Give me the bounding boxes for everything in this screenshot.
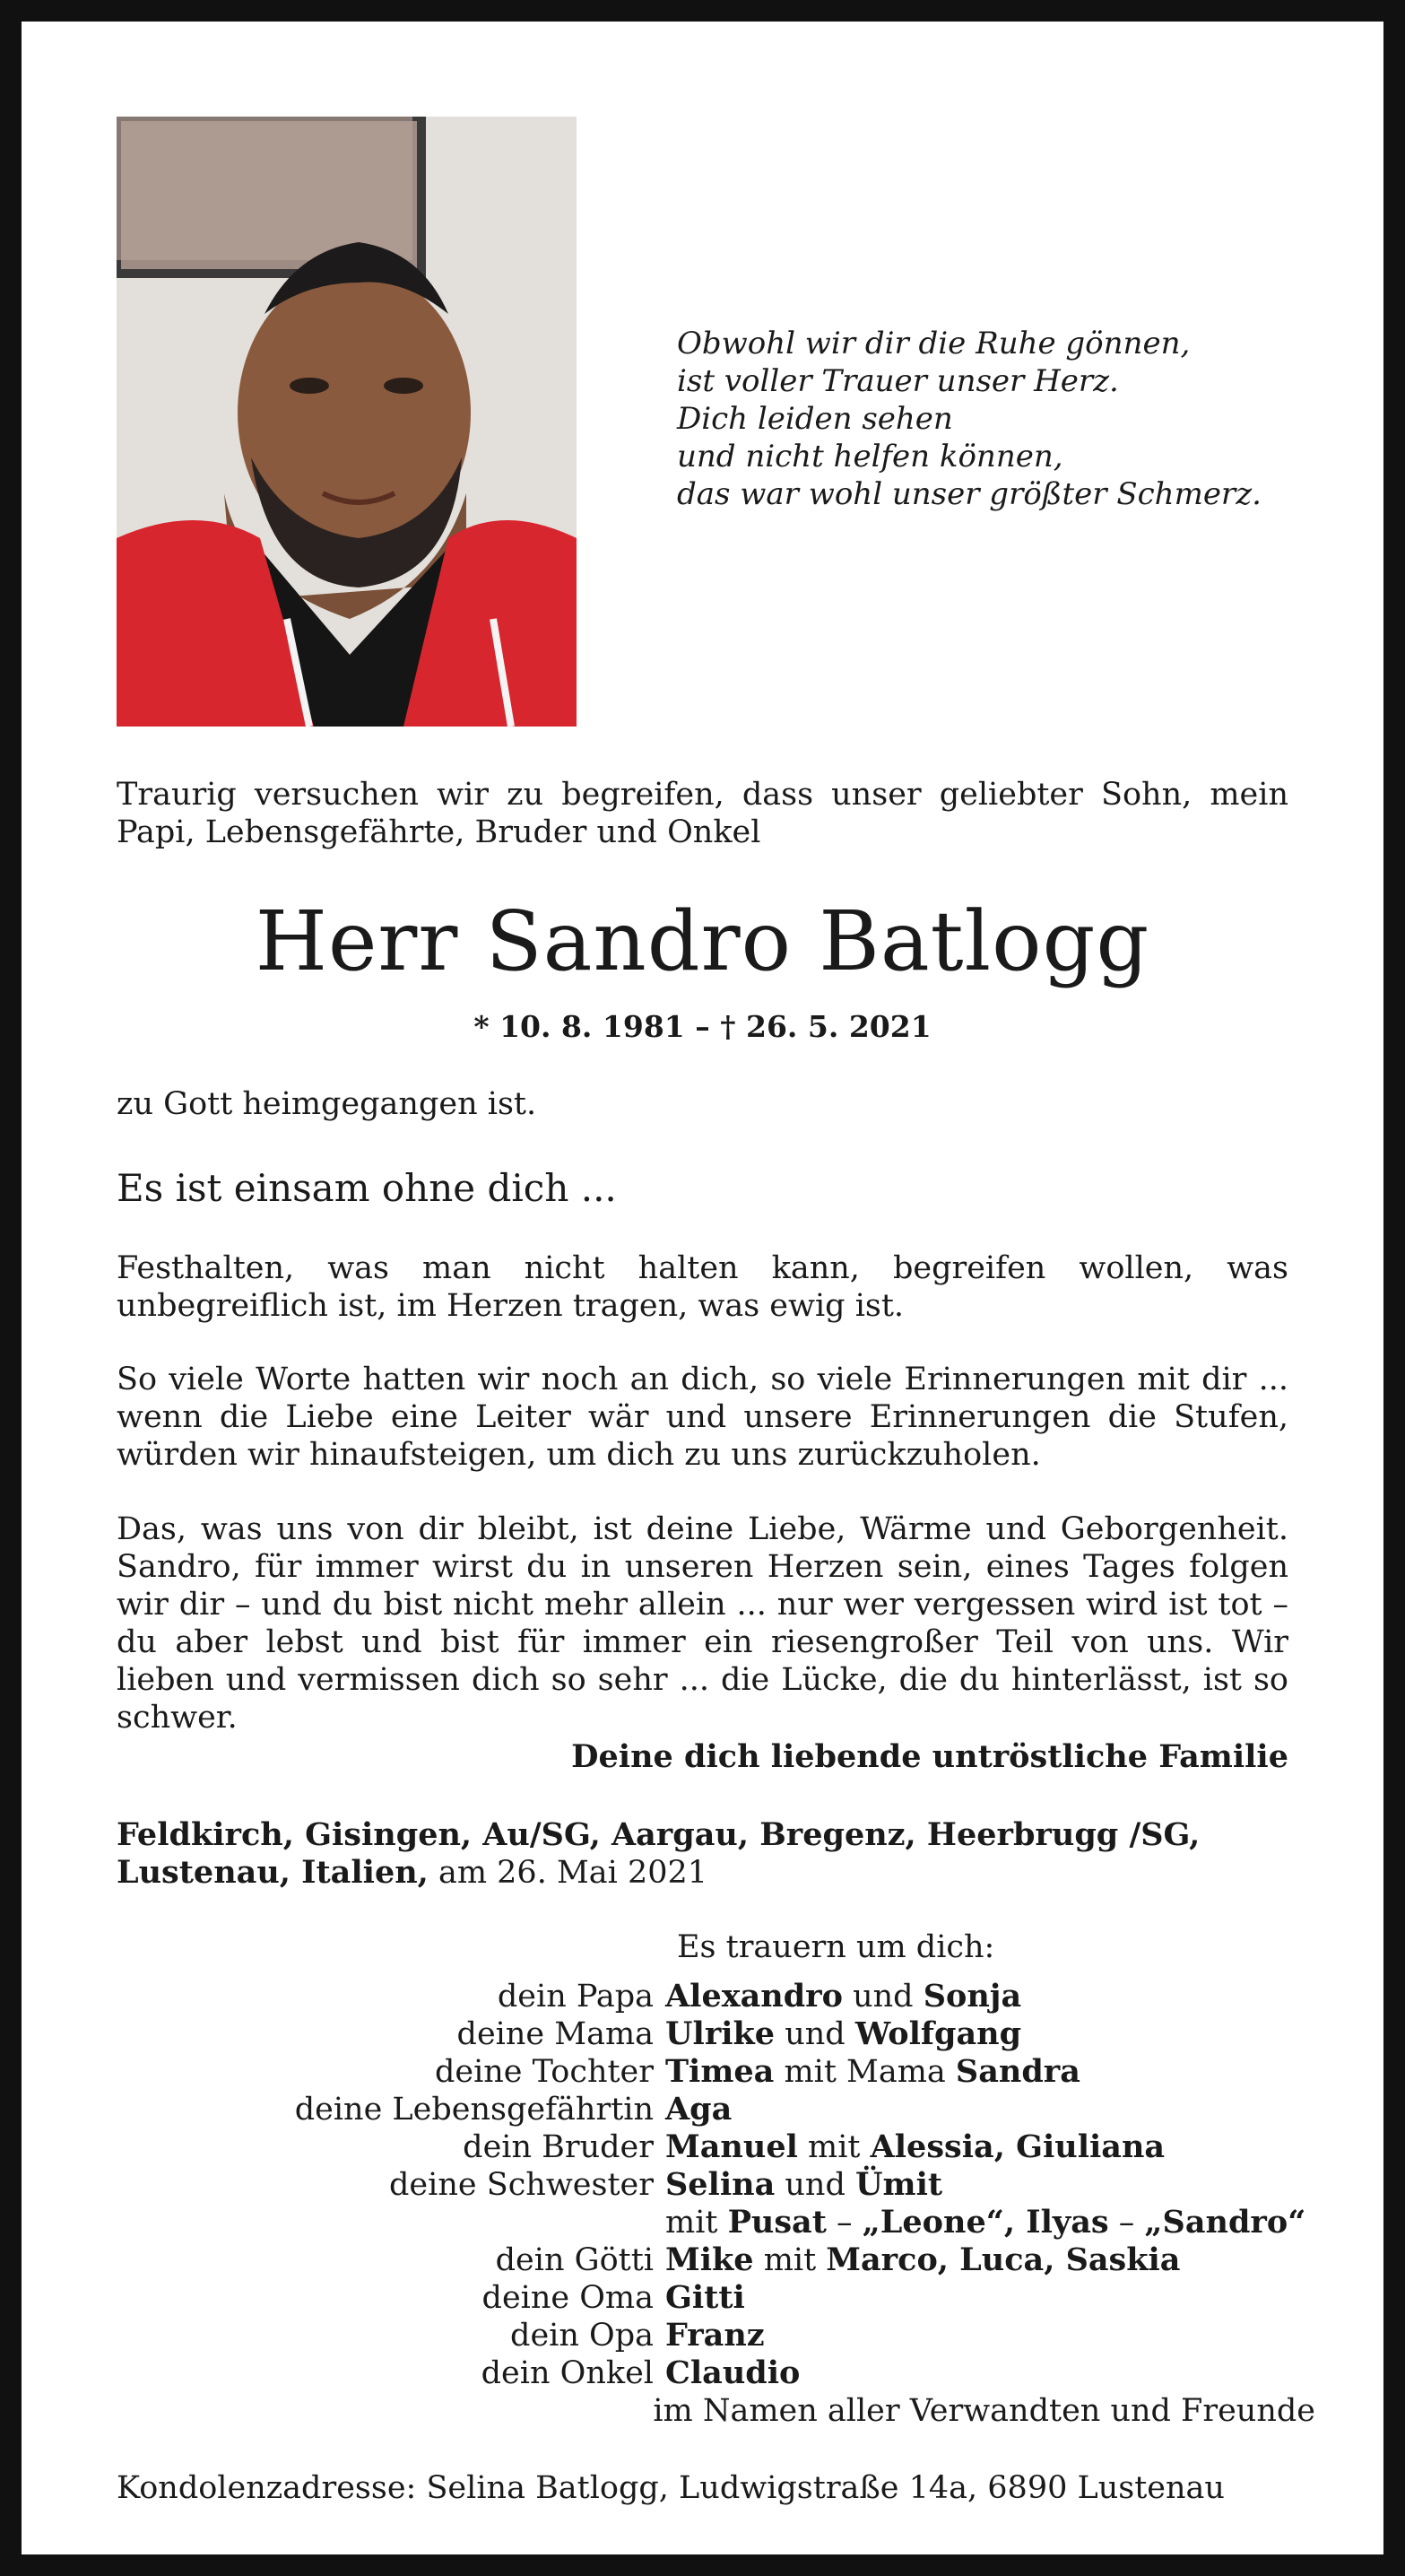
mourner-name: Gitti <box>665 2279 745 2316</box>
mourner-name: Timea <box>665 2053 775 2090</box>
mourner-name: Selina <box>665 2166 776 2203</box>
poem-line: und nicht helfen können, <box>677 439 1063 474</box>
mourner-row <box>117 2015 1315 2053</box>
mourner-names <box>665 2128 1165 2166</box>
mourner-row <box>117 2392 1315 2430</box>
mourner-name: Sonja <box>923 1978 1022 2015</box>
mourner-connector: mit <box>753 2242 827 2278</box>
poem <box>677 325 1323 513</box>
places-line <box>117 1816 1288 1892</box>
mourner-row <box>117 2279 1315 2317</box>
mourners-title: Es trauern um dich: <box>677 1929 995 1965</box>
mourner-row <box>117 2053 1315 2091</box>
places-date: am 26. Mai 2021 <box>428 1855 708 1891</box>
mourner-names <box>653 2392 1315 2430</box>
mourner-name: Aga <box>665 2091 733 2128</box>
homecall-text: zu Gott heimgegangen ist. <box>117 1086 537 1122</box>
mourner-names <box>665 2091 732 2128</box>
mourner-relation: dein Opa <box>510 2318 654 2354</box>
mourner-row <box>117 2166 1315 2204</box>
mourner-row <box>117 2241 1315 2279</box>
mourner-name: Alexandro <box>665 1978 843 2015</box>
portrait-photo <box>117 117 577 727</box>
mourner-connector: mit <box>665 2205 728 2241</box>
family-signoff: Deine dich liebende untröstliche Familie <box>571 1738 1288 1775</box>
mourner-connector: und <box>842 1979 924 2015</box>
mourner-connector: und <box>775 2167 856 2203</box>
mourner-relation: dein Onkel <box>481 2355 654 2391</box>
mourner-relation: deine Schwester <box>389 2167 654 2203</box>
mourner-row <box>117 2128 1315 2166</box>
poem-line: Dich leiden sehen <box>677 401 953 437</box>
life-dates: * 10. 8. 1981 – † 26. 5. 2021 <box>473 1009 932 1044</box>
mourner-relation: dein Papa <box>497 1979 654 2015</box>
poem-line: Obwohl wir dir die Ruhe gönnen, <box>677 326 1191 361</box>
mourner-names <box>665 1978 1021 2015</box>
paragraph-3: Das, was uns von dir bleibt, ist deine Liebe, Wärme und Geborgenheit. Sandro, für immer wirst du in unseren Herzen sein, eines Tages folgen wir dir – und du bist nicht mehr allein ... nur wer vergessen wird ist tot – du aber lebst und bist für immer ein riesengroßer Teil von uns. Wir lieben und vermissen dich so sehr ... die Lücke, die du hinterlässt, ist so schwer. <box>117 1511 1288 1736</box>
mourner-row <box>117 2091 1315 2128</box>
mourner-connector: mit Mama <box>774 2054 956 2090</box>
mourner-relation: deine Mama <box>456 2016 654 2052</box>
mourner-names <box>665 2317 765 2354</box>
paragraph-2: So viele Worte hatten wir noch an dich, so viele Erinnerungen mit dir ... wenn die Liebe eine Leiter wär und unsere Erinnerungen die Stufen, würden wir hinaufsteigen, um dich zu uns zurückzuholen. <box>117 1362 1288 1473</box>
mourner-connector: im Namen aller Verwandten und Freunde <box>653 2393 1315 2429</box>
intro-text: Traurig versuchen wir zu begreifen, dass unser geliebter Sohn, mein Papi, Lebensgefährte, Bruder und Onkel <box>117 777 1288 850</box>
mourner-name: Franz <box>665 2317 765 2354</box>
mourner-relation: deine Lebensgefährtin <box>294 2092 654 2128</box>
poem-line: ist voller Trauer unser Herz. <box>677 363 1119 399</box>
mourner-name: Manuel <box>665 2128 798 2165</box>
mourner-relation: deine Oma <box>481 2280 654 2316</box>
poem-line: das war wohl unser größter Schmerz. <box>677 476 1262 512</box>
mourner-row <box>117 2204 1315 2241</box>
mourner-names <box>665 2241 1180 2279</box>
mourner-connector: mit <box>797 2129 871 2165</box>
mourner-name: Claudio <box>665 2354 801 2391</box>
mourner-row <box>117 1978 1315 2015</box>
mourner-name: „Leone“, Ilyas <box>862 2204 1109 2241</box>
mourner-connector: – <box>1108 2205 1145 2241</box>
condolence-address: Kondolenzadresse: Selina Batlogg, Ludwigstraße 14a, 6890 Lustenau <box>117 2470 1225 2506</box>
paragraph-1: Festhalten, was man nicht halten kann, begreifen wollen, was unbegreiflich ist, im Herzen tragen, was ewig ist. <box>117 1250 1288 1324</box>
mourner-relation <box>117 2392 653 2430</box>
mourner-row <box>117 2317 1315 2354</box>
mourners-list <box>117 1978 1315 2430</box>
mourner-relation: dein Götti <box>495 2242 654 2278</box>
mourner-row <box>117 2354 1315 2392</box>
mourner-relation: deine Tochter <box>434 2054 654 2090</box>
mourner-names <box>665 2015 1021 2053</box>
mourner-name: Alessia, Giuliana <box>870 2128 1166 2165</box>
mourner-name: Wolfgang <box>854 2015 1022 2052</box>
mourner-names <box>665 2204 1305 2241</box>
mourner-connector: und <box>775 2016 855 2052</box>
mourner-name: Ulrike <box>665 2015 776 2052</box>
mourner-connector: – <box>826 2205 863 2241</box>
mourner-name: „Sandro“ <box>1144 2204 1306 2241</box>
mourner-name: Pusat <box>727 2204 827 2241</box>
places-locations: Feldkirch, Gisingen, Au/SG, Aargau, Bregenz, Heerbrugg /SG, Lustenau, Italien, <box>117 1816 1201 1891</box>
mourner-names <box>665 2053 1080 2091</box>
mourner-name: Marco, Luca, Saskia <box>826 2241 1181 2278</box>
mourner-names <box>665 2166 942 2204</box>
mourner-relation <box>117 2204 665 2241</box>
mourner-name: Sandra <box>955 2053 1080 2090</box>
section-heading: Es ist einsam ohne dich ... <box>117 1166 617 1210</box>
mourner-names <box>665 2354 800 2392</box>
deceased-name: Herr Sandro Batlogg <box>255 893 1150 989</box>
mourner-name: Ümit <box>855 2166 943 2203</box>
mourner-name: Mike <box>665 2241 754 2278</box>
mourner-names <box>665 2279 745 2317</box>
mourner-relation: dein Bruder <box>463 2129 654 2165</box>
